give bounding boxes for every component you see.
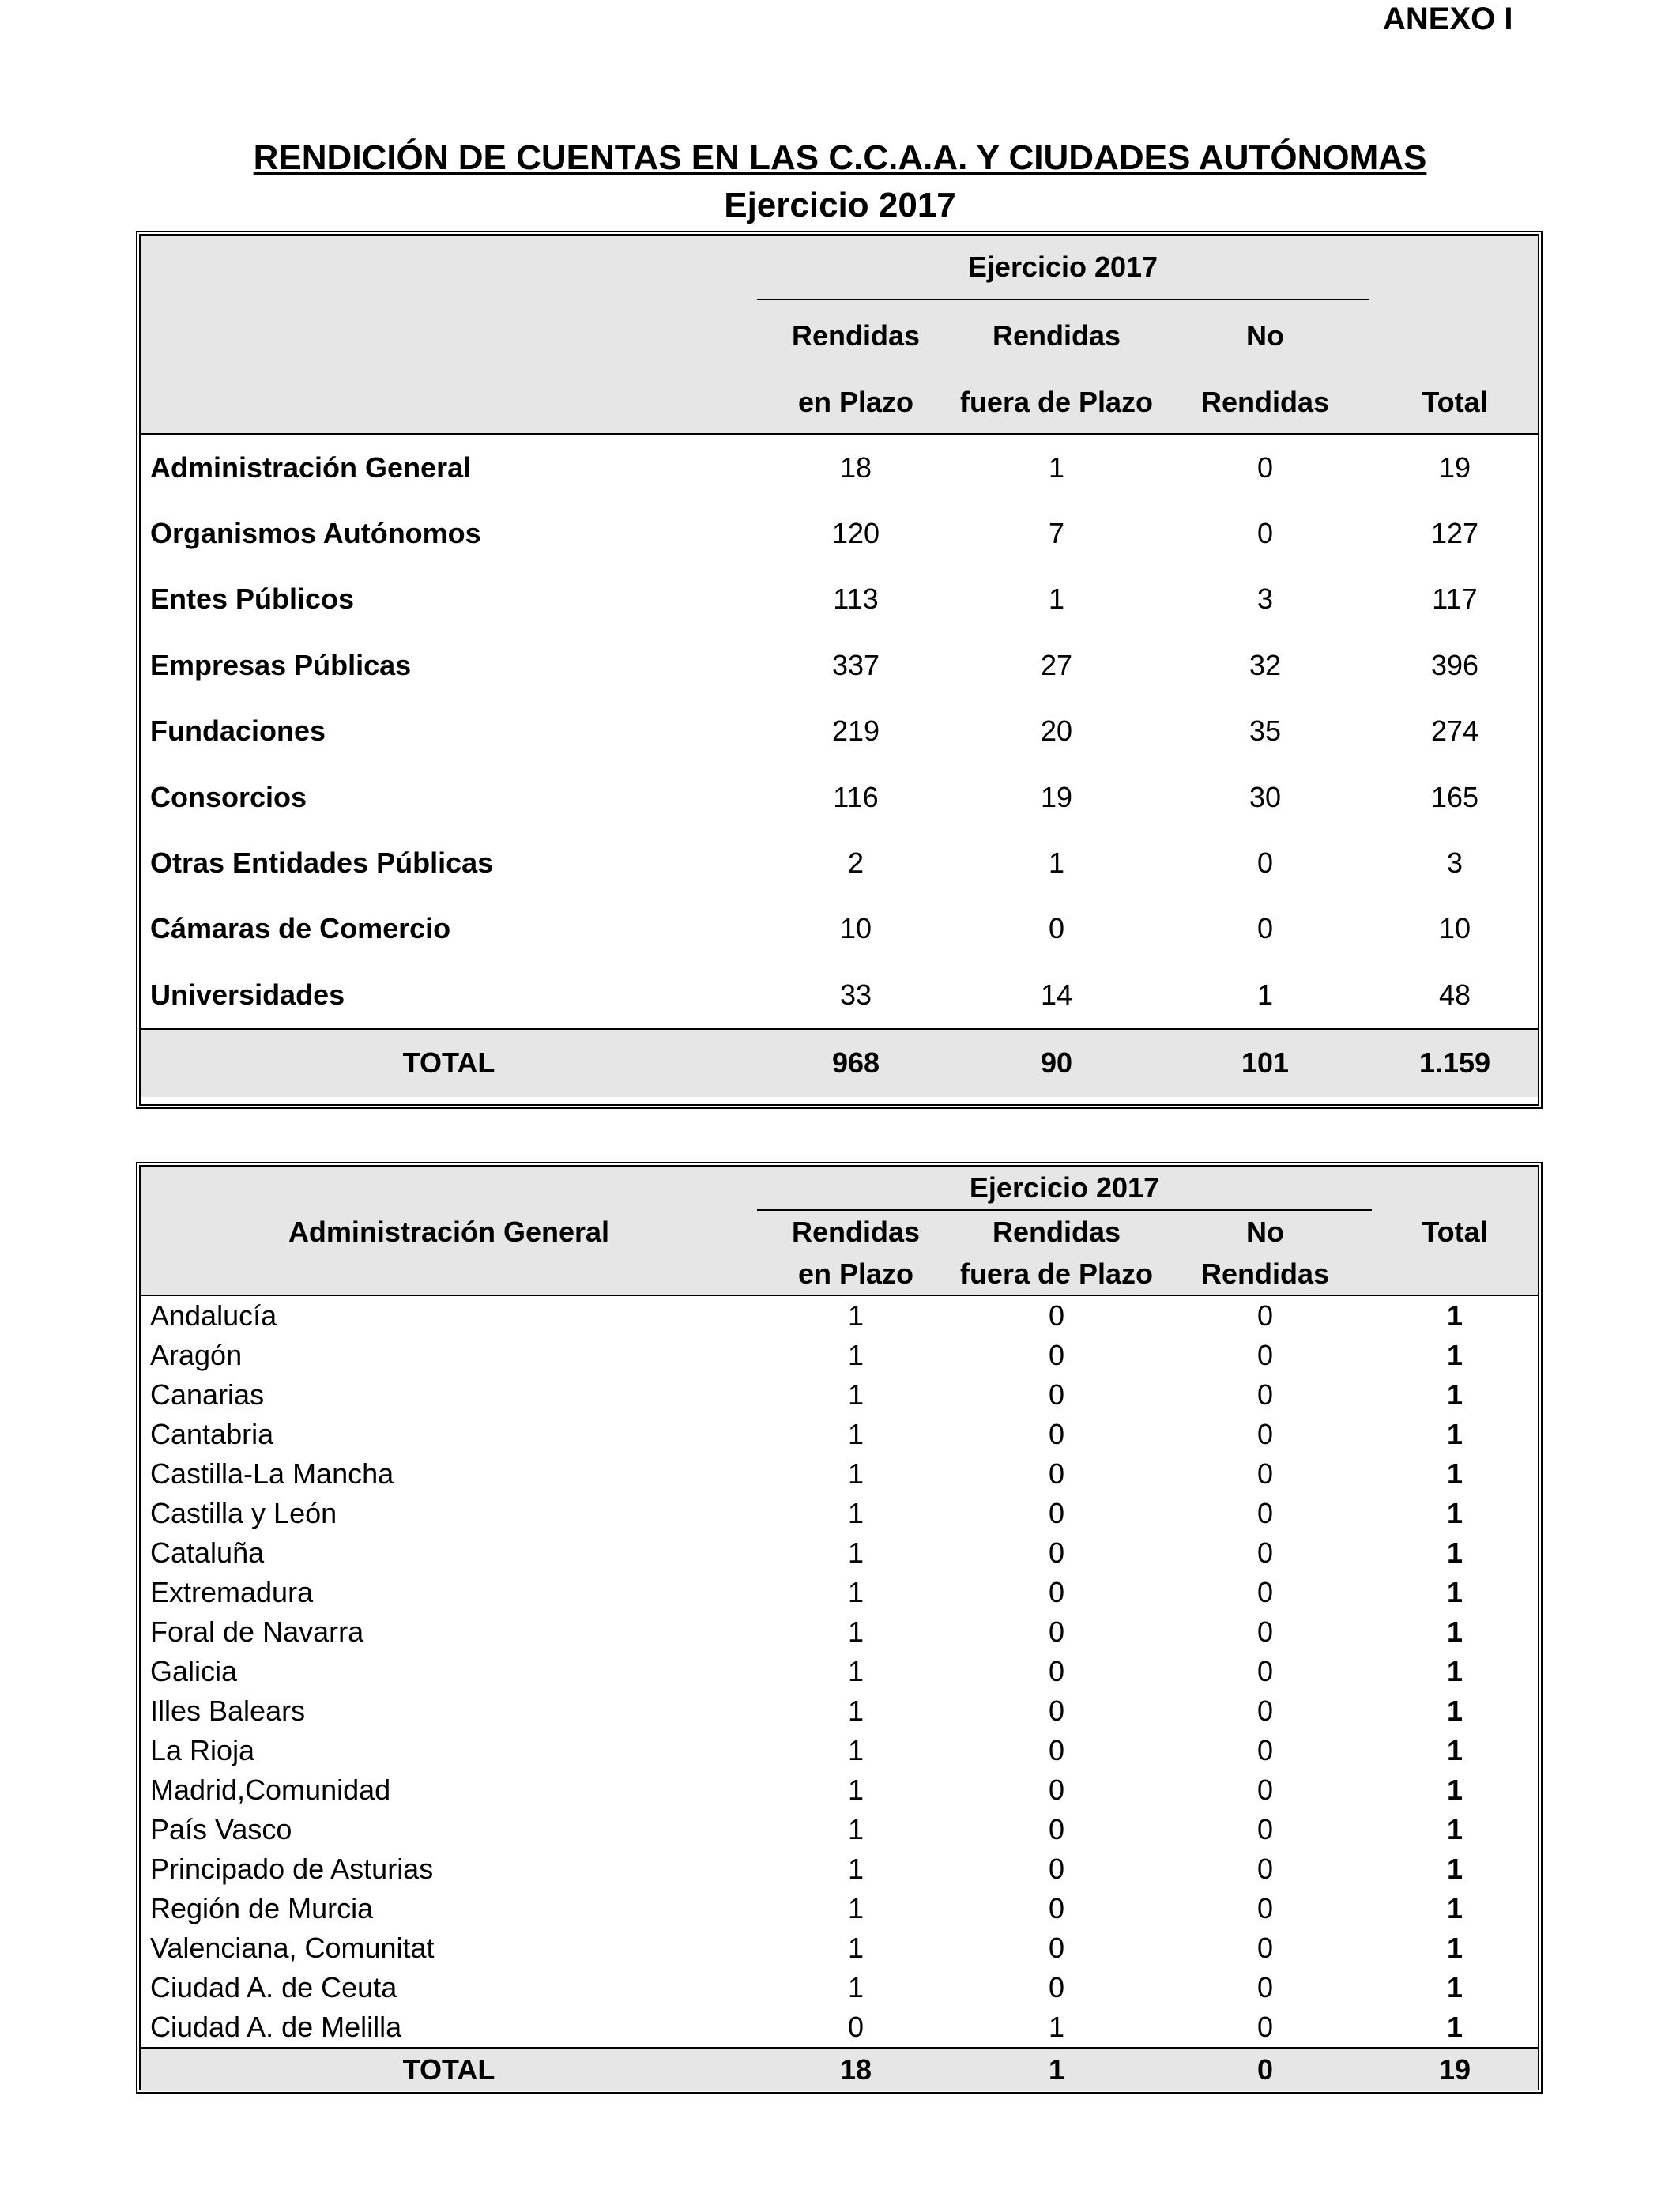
admin-row-label: Principado de Asturias xyxy=(150,1853,434,1885)
admin-rendidas-en-plazo-cell: 1 xyxy=(847,1457,864,1490)
admin-no-rendidas-cell: 0 xyxy=(1257,1813,1274,1845)
summary-row-total-cell: 19 xyxy=(1438,450,1471,484)
admin-row-total-cell: 1 xyxy=(1447,1576,1463,1608)
admin-row-label: Ciudad A. de Ceuta xyxy=(150,1971,397,2004)
admin-rendidas-en-plazo-cell: 1 xyxy=(847,1536,864,1569)
admin-table-row xyxy=(141,1652,1538,1691)
admin-row-total-cell: 1 xyxy=(1447,1378,1463,1411)
admin-row-label: Región de Murcia xyxy=(150,1892,374,1924)
admin-row-total-cell: 1 xyxy=(1447,1813,1463,1845)
summary-total-label: TOTAL xyxy=(141,1029,757,1097)
admin-table-row xyxy=(141,1612,1538,1652)
summary-total-no-rendidas: 101 xyxy=(1158,1029,1372,1097)
summary-header-row-3 xyxy=(141,371,1538,434)
summary-rendidas-fuera-de-plazo-cell: 7 xyxy=(1048,517,1065,550)
admin-rendidas-fuera-de-plazo-cell: 0 xyxy=(1048,1378,1065,1411)
admin-col1-header-line1: Rendidas xyxy=(757,1211,955,1253)
summary-row-label: Administración General xyxy=(150,450,472,484)
summary-no-rendidas-cell: 35 xyxy=(1249,714,1282,748)
admin-row-total-cell: 1 xyxy=(1447,1536,1463,1569)
summary-rendidas-en-plazo-cell: 33 xyxy=(839,978,872,1011)
admin-no-rendidas-cell: 0 xyxy=(1257,1853,1274,1885)
admin-row-total-cell: 1 xyxy=(1447,2011,1463,2043)
admin-row-total-cell: 1 xyxy=(1447,1734,1463,1766)
admin-no-rendidas-cell: 0 xyxy=(1257,1655,1274,1687)
summary-table-row xyxy=(141,632,1538,698)
summary-rendidas-en-plazo-cell: 2 xyxy=(847,846,864,880)
admin-no-rendidas-cell: 0 xyxy=(1257,1734,1274,1766)
summary-col2-header-line1: Rendidas xyxy=(955,300,1158,371)
admin-no-rendidas-cell: 0 xyxy=(1257,1536,1274,1569)
admin-rendidas-fuera-de-plazo-cell: 0 xyxy=(1048,1497,1065,1529)
summary-group-header-label: Ejercicio 2017 xyxy=(757,236,1369,300)
admin-table-row xyxy=(141,1454,1538,1494)
admin-row-label: Extremadura xyxy=(150,1576,314,1608)
admin-rendidas-en-plazo-cell: 1 xyxy=(847,1813,864,1845)
admin-col3-header-line1: No xyxy=(1158,1211,1372,1253)
admin-no-rendidas-cell: 0 xyxy=(1257,2011,1274,2043)
summary-row-label: Consorcios xyxy=(150,780,307,813)
admin-rendidas-en-plazo-cell: 1 xyxy=(847,1774,864,1806)
admin-header-row-1 xyxy=(141,1167,1538,1211)
admin-group-header-label: Ejercicio 2017 xyxy=(757,1167,1372,1211)
admin-rendidas-en-plazo-cell: 1 xyxy=(847,1615,864,1648)
summary-col1-header-line2: en Plazo xyxy=(757,371,955,434)
admin-row-label: Galicia xyxy=(150,1655,238,1687)
admin-row-total-cell: 1 xyxy=(1447,1339,1463,1371)
admin-rendidas-en-plazo-cell: 1 xyxy=(847,1576,864,1608)
admin-rendidas-en-plazo-cell: 1 xyxy=(847,1339,864,1371)
admin-rendidas-en-plazo-cell: 1 xyxy=(847,1299,864,1332)
summary-header-row-1 xyxy=(141,236,1538,300)
admin-col3-header-line2: Rendidas xyxy=(1158,1253,1372,1295)
summary-row-label: Empresas Públicas xyxy=(150,648,412,681)
summary-no-rendidas-cell: 0 xyxy=(1256,912,1274,945)
summary-rendidas-en-plazo-cell: 337 xyxy=(831,648,880,681)
admin-no-rendidas-cell: 0 xyxy=(1257,1339,1274,1371)
admin-rendidas-en-plazo-cell: 1 xyxy=(847,1971,864,2004)
admin-col2-header-line1: Rendidas xyxy=(955,1211,1158,1253)
summary-no-rendidas-cell: 32 xyxy=(1249,648,1282,681)
admin-rendidas-fuera-de-plazo-cell: 0 xyxy=(1048,1339,1065,1371)
admin-rendidas-en-plazo-cell: 1 xyxy=(847,1892,864,1924)
summary-table-row xyxy=(141,896,1538,962)
admin-rendidas-en-plazo-cell: 1 xyxy=(847,1655,864,1687)
admin-no-rendidas-cell: 0 xyxy=(1257,1615,1274,1648)
admin-rendidas-fuera-de-plazo-cell: 0 xyxy=(1048,1774,1065,1806)
admin-no-rendidas-cell: 0 xyxy=(1257,1774,1274,1806)
summary-rendidas-fuera-de-plazo-cell: 1 xyxy=(1048,450,1065,484)
summary-row-total-cell: 48 xyxy=(1438,978,1471,1011)
admin-table-row xyxy=(141,1810,1538,1849)
summary-group-header xyxy=(757,236,1372,300)
admin-rendidas-fuera-de-plazo-cell: 0 xyxy=(1048,1418,1065,1450)
admin-no-rendidas-cell: 0 xyxy=(1257,1971,1274,2004)
summary-rendidas-en-plazo-cell: 116 xyxy=(833,780,879,813)
summary-table-row xyxy=(141,567,1538,632)
admin-grand-total: 19 xyxy=(1372,2048,1538,2091)
admin-table-row xyxy=(141,1968,1538,2007)
admin-row-label: Cataluña xyxy=(150,1536,265,1569)
summary-table xyxy=(141,236,1538,1097)
summary-col2-header-line2: fuera de Plazo xyxy=(955,371,1158,434)
summary-row-label: Fundaciones xyxy=(150,714,326,748)
admin-rendidas-fuera-de-plazo-cell: 1 xyxy=(1048,2011,1065,2043)
admin-rendidas-en-plazo-cell: 0 xyxy=(847,2011,864,2043)
admin-row-total-cell: 1 xyxy=(1447,1497,1463,1529)
summary-col1-header-line1: Rendidas xyxy=(757,300,955,371)
summary-row-label: Entes Públicos xyxy=(150,582,355,616)
summary-row-total-cell: 165 xyxy=(1430,780,1479,813)
summary-table-row xyxy=(141,699,1538,764)
admin-rendidas-fuera-de-plazo-cell: 0 xyxy=(1048,1695,1065,1727)
admin-rendidas-en-plazo-cell: 1 xyxy=(847,1378,864,1411)
summary-table-row xyxy=(141,500,1538,566)
admin-row-label: La Rioja xyxy=(150,1734,255,1766)
admin-row-total-cell: 1 xyxy=(1447,1932,1463,1964)
admin-rendidas-en-plazo-cell: 1 xyxy=(847,1734,864,1766)
admin-table-row xyxy=(141,2007,1538,2048)
admin-row-label: Canarias xyxy=(150,1378,265,1411)
admin-row-total-cell: 1 xyxy=(1447,1892,1463,1924)
admin-group-header xyxy=(757,1167,1372,1211)
summary-col3-header-line1: No xyxy=(1158,300,1372,371)
page-title: RENDICIÓN DE CUENTAS EN LAS C.C.A.A. Y CIUDADES AUTÓNOMAS xyxy=(253,138,1427,177)
admin-row-label: Castilla-La Mancha xyxy=(150,1457,394,1490)
admin-table-row xyxy=(141,1770,1538,1810)
page-subtitle: Ejercicio 2017 xyxy=(724,186,956,224)
admin-section-header: Administración General xyxy=(141,1211,757,1253)
admin-total-rendidas-fuera-de-plazo: 1 xyxy=(955,2048,1158,2091)
summary-table-row xyxy=(141,962,1538,1028)
admin-table-row xyxy=(141,1691,1538,1731)
admin-row-total-cell: 1 xyxy=(1447,1695,1463,1727)
admin-no-rendidas-cell: 0 xyxy=(1257,1457,1274,1490)
summary-rendidas-en-plazo-cell: 10 xyxy=(839,912,872,945)
summary-row-total-cell: 117 xyxy=(1432,582,1478,616)
summary-no-rendidas-cell: 1 xyxy=(1256,978,1274,1011)
admin-no-rendidas-cell: 0 xyxy=(1257,1576,1274,1608)
summary-rendidas-en-plazo-cell: 18 xyxy=(839,450,872,484)
admin-table-row xyxy=(141,1336,1538,1375)
summary-row-total-cell: 127 xyxy=(1430,517,1479,550)
summary-row-total-cell: 3 xyxy=(1446,846,1463,880)
admin-col1-header-line2: en Plazo xyxy=(757,1253,955,1295)
admin-rendidas-en-plazo-cell: 1 xyxy=(847,1853,864,1885)
admin-rendidas-fuera-de-plazo-cell: 0 xyxy=(1048,1813,1065,1845)
summary-row-label: Cámaras de Comercio xyxy=(150,912,451,945)
admin-table-row xyxy=(141,1533,1538,1573)
admin-row-label: Castilla y León xyxy=(150,1497,337,1529)
admin-row-total-cell: 1 xyxy=(1447,1853,1463,1885)
summary-row-total-cell: 10 xyxy=(1438,912,1471,945)
summary-total-rendidas-fuera-de-plazo: 90 xyxy=(955,1029,1158,1097)
admin-row-label: Cantabria xyxy=(150,1418,274,1450)
summary-total-row xyxy=(141,1029,1538,1097)
admin-no-rendidas-cell: 0 xyxy=(1257,1299,1274,1332)
admin-rendidas-fuera-de-plazo-cell: 0 xyxy=(1048,1971,1065,2004)
summary-no-rendidas-cell: 30 xyxy=(1249,780,1282,813)
summary-rendidas-fuera-de-plazo-cell: 1 xyxy=(1048,846,1065,880)
summary-no-rendidas-cell: 0 xyxy=(1256,846,1274,880)
admin-rendidas-fuera-de-plazo-cell: 0 xyxy=(1048,1576,1065,1608)
summary-header-row-2 xyxy=(141,300,1538,371)
admin-rendidas-en-plazo-cell: 1 xyxy=(847,1932,864,1964)
admin-rendidas-fuera-de-plazo-cell: 0 xyxy=(1048,1734,1065,1766)
summary-col3-header-line2: Rendidas xyxy=(1158,371,1372,434)
admin-total-header: Total xyxy=(1372,1211,1538,1253)
summary-rendidas-en-plazo-cell: 219 xyxy=(831,714,880,748)
admin-header-row-2 xyxy=(141,1211,1538,1253)
admin-col2-header-line2: fuera de Plazo xyxy=(955,1253,1158,1295)
admin-row-total-cell: 1 xyxy=(1447,1971,1463,2004)
admin-rendidas-fuera-de-plazo-cell: 0 xyxy=(1048,1457,1065,1490)
admin-header-row-3 xyxy=(141,1253,1538,1295)
admin-row-label: País Vasco xyxy=(150,1813,292,1845)
summary-rendidas-fuera-de-plazo-cell: 1 xyxy=(1048,582,1065,616)
summary-table-row xyxy=(141,434,1538,500)
admin-row-label: Foral de Navarra xyxy=(150,1615,364,1648)
admin-no-rendidas-cell: 0 xyxy=(1257,1932,1274,1964)
admin-no-rendidas-cell: 0 xyxy=(1257,1695,1274,1727)
admin-rendidas-en-plazo-cell: 1 xyxy=(847,1418,864,1450)
admin-no-rendidas-cell: 0 xyxy=(1257,1497,1274,1529)
admin-rendidas-fuera-de-plazo-cell: 0 xyxy=(1048,1299,1065,1332)
summary-rendidas-fuera-de-plazo-cell: 20 xyxy=(1040,714,1073,748)
admin-rendidas-fuera-de-plazo-cell: 0 xyxy=(1048,1932,1065,1964)
summary-rendidas-en-plazo-cell: 113 xyxy=(833,582,879,616)
admin-rendidas-fuera-de-plazo-cell: 0 xyxy=(1048,1615,1065,1648)
admin-rendidas-en-plazo-cell: 1 xyxy=(847,1497,864,1529)
admin-row-total-cell: 1 xyxy=(1447,1774,1463,1806)
admin-row-total-cell: 1 xyxy=(1447,1457,1463,1490)
admin-total-no-rendidas: 0 xyxy=(1158,2048,1372,2091)
admin-total-label: TOTAL xyxy=(141,2048,757,2091)
admin-rendidas-fuera-de-plazo-cell: 0 xyxy=(1048,1892,1065,1924)
admin-table-row xyxy=(141,1849,1538,1889)
summary-row-total-cell: 274 xyxy=(1430,714,1479,748)
summary-rendidas-fuera-de-plazo-cell: 27 xyxy=(1040,648,1073,681)
summary-rendidas-fuera-de-plazo-cell: 19 xyxy=(1040,780,1073,813)
admin-general-table-frame xyxy=(136,1162,1543,2094)
admin-row-label: Valenciana, Comunitat xyxy=(150,1932,435,1964)
admin-row-total-cell: 1 xyxy=(1447,1418,1463,1450)
admin-table-row xyxy=(141,1375,1538,1415)
annex-label: ANEXO I xyxy=(1383,2,1513,36)
summary-table-row xyxy=(141,830,1538,895)
admin-total-rendidas-en-plazo: 18 xyxy=(757,2048,955,2091)
admin-table-row xyxy=(141,1889,1538,1928)
summary-row-label: Organismos Autónomos xyxy=(150,517,481,550)
admin-rendidas-fuera-de-plazo-cell: 0 xyxy=(1048,1655,1065,1687)
summary-rendidas-fuera-de-plazo-cell: 14 xyxy=(1040,978,1073,1011)
summary-grand-total: 1.159 xyxy=(1372,1029,1538,1097)
admin-row-label: Madrid,Comunidad xyxy=(150,1774,391,1806)
admin-table-row xyxy=(141,1415,1538,1454)
admin-row-label: Aragón xyxy=(150,1339,243,1371)
summary-no-rendidas-cell: 0 xyxy=(1256,517,1274,550)
admin-no-rendidas-cell: 0 xyxy=(1257,1378,1274,1411)
admin-row-total-cell: 1 xyxy=(1447,1655,1463,1687)
summary-no-rendidas-cell: 3 xyxy=(1256,582,1274,616)
admin-row-total-cell: 1 xyxy=(1447,1615,1463,1648)
admin-table-row xyxy=(141,1494,1538,1533)
admin-rendidas-fuera-de-plazo-cell: 0 xyxy=(1048,1853,1065,1885)
summary-rendidas-fuera-de-plazo-cell: 0 xyxy=(1048,912,1065,945)
admin-table-row xyxy=(141,1928,1538,1968)
admin-general-table xyxy=(141,1167,1538,2091)
admin-no-rendidas-cell: 0 xyxy=(1257,1418,1274,1450)
summary-row-label: Universidades xyxy=(150,978,345,1011)
summary-table-frame xyxy=(136,231,1543,1109)
summary-no-rendidas-cell: 0 xyxy=(1256,450,1274,484)
summary-total-header: Total xyxy=(1372,371,1538,434)
admin-rendidas-fuera-de-plazo-cell: 0 xyxy=(1048,1536,1065,1569)
admin-table-row xyxy=(141,1731,1538,1770)
admin-table-row xyxy=(141,1573,1538,1612)
admin-row-label: Ciudad A. de Melilla xyxy=(150,2011,402,2043)
admin-row-total-cell: 1 xyxy=(1447,1299,1463,1332)
admin-no-rendidas-cell: 0 xyxy=(1257,1892,1274,1924)
admin-row-label: Illes Balears xyxy=(150,1695,306,1727)
admin-total-row xyxy=(141,2048,1538,2091)
summary-total-rendidas-en-plazo: 968 xyxy=(757,1029,955,1097)
admin-rendidas-en-plazo-cell: 1 xyxy=(847,1695,864,1727)
summary-table-row xyxy=(141,764,1538,830)
summary-row-total-cell: 396 xyxy=(1430,648,1479,681)
summary-row-label: Otras Entidades Públicas xyxy=(150,846,494,880)
admin-row-label: Andalucía xyxy=(150,1299,277,1332)
admin-table-row xyxy=(141,1295,1538,1336)
summary-rendidas-en-plazo-cell: 120 xyxy=(831,517,880,550)
